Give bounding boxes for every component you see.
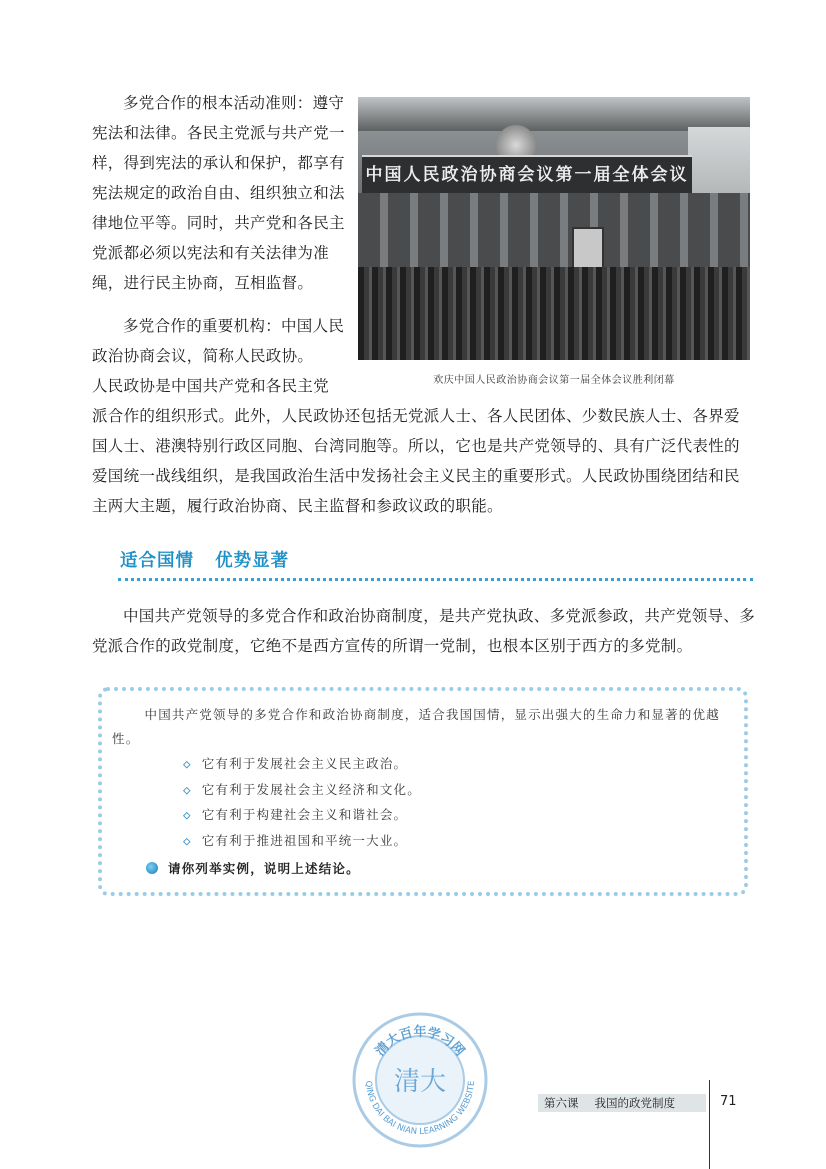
box-intro: 中国共产党领导的多党合作和政治协商制度，适合我国国情，显示出强大的生命力和显著的优越性。 (112, 707, 720, 746)
paragraph-cppcc-description: 派合作的组织形式。此外，人民政协还包括无党派人士、各人民团体、少数民族人士、各界爱国人士、港澳特别行政区同胞、台湾同胞等。所以，它也是共产党领导的、具有广泛代表性的爱国统一战线组织，是我国政治生活中发扬社会主义民主的重要形式。人民政协围绕团结和民主两大主题，履行政治协商、民主监督和参政议政的职能。 (92, 407, 740, 515)
task-dot-icon (146, 862, 158, 874)
photo-crowd (358, 267, 750, 360)
list-item (183, 805, 407, 823)
diamond-icon: ◇ (183, 833, 192, 848)
photo-portrait (572, 227, 604, 271)
watermark-stamp-logo (352, 1012, 488, 1148)
footer-lesson-band (538, 1094, 706, 1112)
list-item-text: 它有利于发展社会主义经济和文化。 (201, 782, 421, 797)
footer-divider (709, 1080, 710, 1169)
section-divider (118, 578, 753, 581)
photo-roof (358, 97, 750, 131)
stamp-bottom-text: QING DAI BAI NIAN LEARNING WEBSITE (362, 1080, 478, 1138)
paragraph-party-system: 中国共产党领导的多党合作和政治协商制度，是共产党执政、多党派参政，共产党领导、多党派合作的政党制度，它绝不是西方宣传的所谓一党制，也根本区别于西方的多党制。 (92, 607, 756, 655)
list-item (183, 831, 407, 849)
diamond-icon: ◇ (183, 756, 192, 771)
list-item-text: 它有利于构建社会主义和谐社会。 (201, 807, 408, 822)
photo-building (358, 193, 750, 273)
stamp-top-text: 清大百年学习网 (372, 1025, 468, 1060)
diamond-icon: ◇ (183, 807, 192, 822)
paragraph-cooperation-principle: 多党合作的根本活动准则：遵守宪法和法律。各民主党派与共产党一样，得到宪法的承认和保护，都享有宪法规定的政治自由、组织独立和法律地位平等。同时，共产党和各民主党派都必须以宪法和有关法律为准绳，进行民主协商，互相监督。 (92, 94, 345, 292)
diamond-icon: ◇ (183, 782, 192, 797)
cppcc-photo (358, 97, 750, 360)
photo-banner: 中国人民政治协商会议第一届全体会议 (362, 155, 692, 195)
footer-lesson: 第六课 (544, 1096, 579, 1110)
page-number: 71 (720, 1094, 737, 1109)
list-item-text: 它有利于发展社会主义民主政治。 (201, 756, 408, 771)
list-item-text: 它有利于推进祖国和平统一大业。 (201, 833, 408, 848)
list-item (183, 780, 421, 798)
section-title: 适合国情 优势显著 (120, 551, 290, 571)
footer-lesson-title: 我国的政党制度 (594, 1096, 675, 1110)
list-item (183, 754, 407, 772)
stamp-center-glyph: 清大 (393, 1067, 447, 1097)
photo-caption: 欢庆中国人民政治协商会议第一届全体会议胜利闭幕 (433, 375, 675, 386)
task-prompt (146, 859, 360, 877)
task-text: 请你列举实例，说明上述结论。 (168, 861, 360, 876)
paragraph-institution: 多党合作的重要机构：中国人民政治协商会议，简称人民政协。 (92, 317, 345, 365)
paragraph-institution-cont: 人民政协是中国共产党和各民主党 (92, 377, 330, 395)
